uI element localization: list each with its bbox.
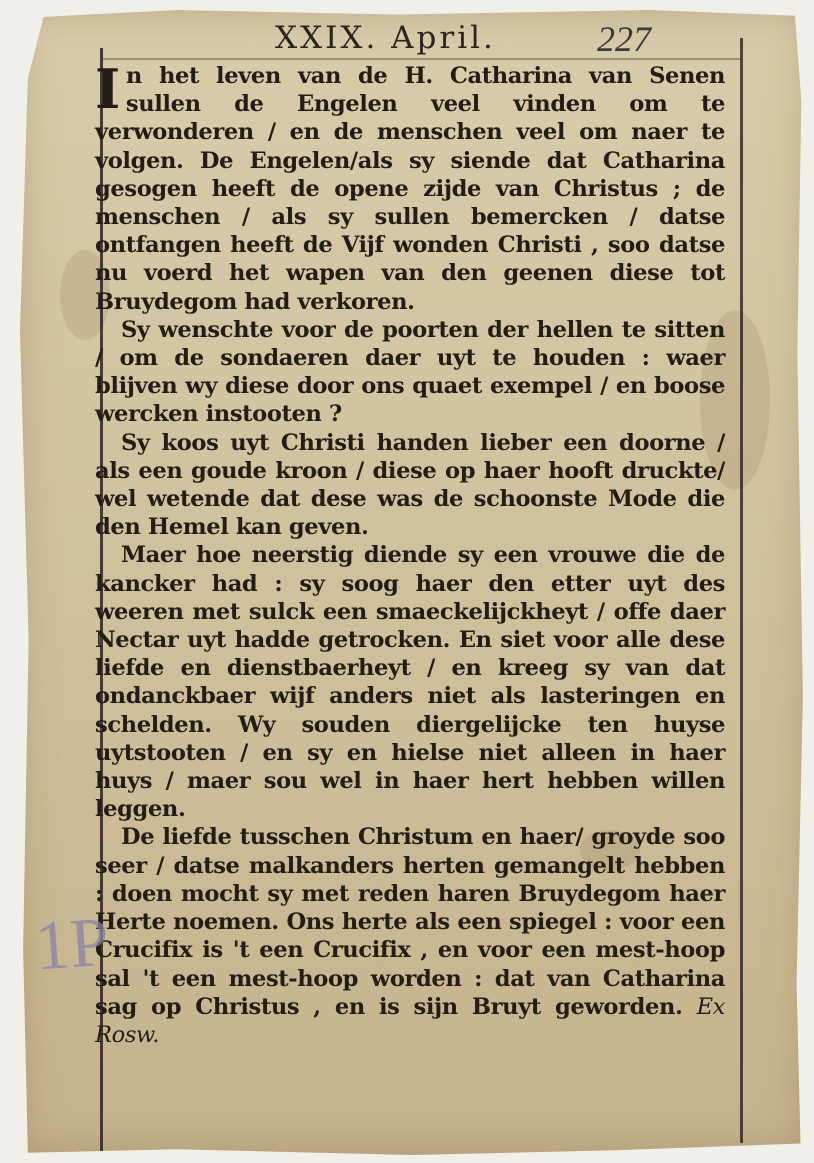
right-column-rule	[740, 38, 743, 1143]
pencil-margin-mark: 1P	[32, 903, 112, 986]
paragraph	[95, 823, 725, 1049]
source-attribution: Ex Rosw.	[95, 993, 725, 1048]
body-text	[95, 57, 725, 1049]
page-heading: XXIX. April.	[275, 20, 496, 56]
handwritten-page-number: 227	[597, 19, 651, 59]
page-header	[275, 16, 695, 62]
paragraph-text: De liefde tusschen Christum en haer/ groyde soo seer / datse malkanders herten gemangelt hebben : doen mocht sy met reden haren Bruydegom haer Herte noemen. Ons herte als een spiegel : voor een Crucifix is 't een Crucifix , en voor een mest-hoop sal 't een mest-hoop worden : dat van Catharina sag op Christus , en is sijn Bruyt geworden.	[95, 824, 725, 1020]
paragraph: Sy wenschte voor de poorten der hellen te sitten / om de sondaeren daer uyt te houden : waer blijven wy diese door ons quaet exempel / en boose wercken instooten ?	[95, 316, 725, 428]
paragraph: Maer hoe neerstig diende sy een vrouwe die de kancker had : sy soog haer den etter uyt des weeren met sulck een smaeckelijckheyt / offe daer Nectar uyt hadde getrocken. En siet voor alle dese liefde en dienstbaerheyt / en kreeg sy van dat ondanckbaer wijf anders niet als lasteringen en schelden. Wy souden diergelijcke ten huyse uytstooten / en sy en hielse niet alleen in haer huys / maer sou wel in haer hert hebben willen leggen.	[95, 542, 725, 823]
paragraph: In het leven van de H. Catharina van Senen sullen de Engelen veel vinden om te verwonderen / en de menschen veel om naer te volgen. De Engelen/als sy siende dat Catharina gesogen heeft de opene zijde van Christus ; de menschen / als sy sullen bemercken / datse ontfangen heeft de Vijf wonden Christi , soo datse nu voerd het wapen van den geenen diese tot Bruydegom had verkoren.	[95, 57, 725, 315]
paragraph: Sy koos uyt Christi handen lieber een doorne / als een goude kroon / diese op haer hooft druckte/ wel wetende dat dese was de schoonste Mode die den Hemel kan geven.	[95, 429, 725, 541]
